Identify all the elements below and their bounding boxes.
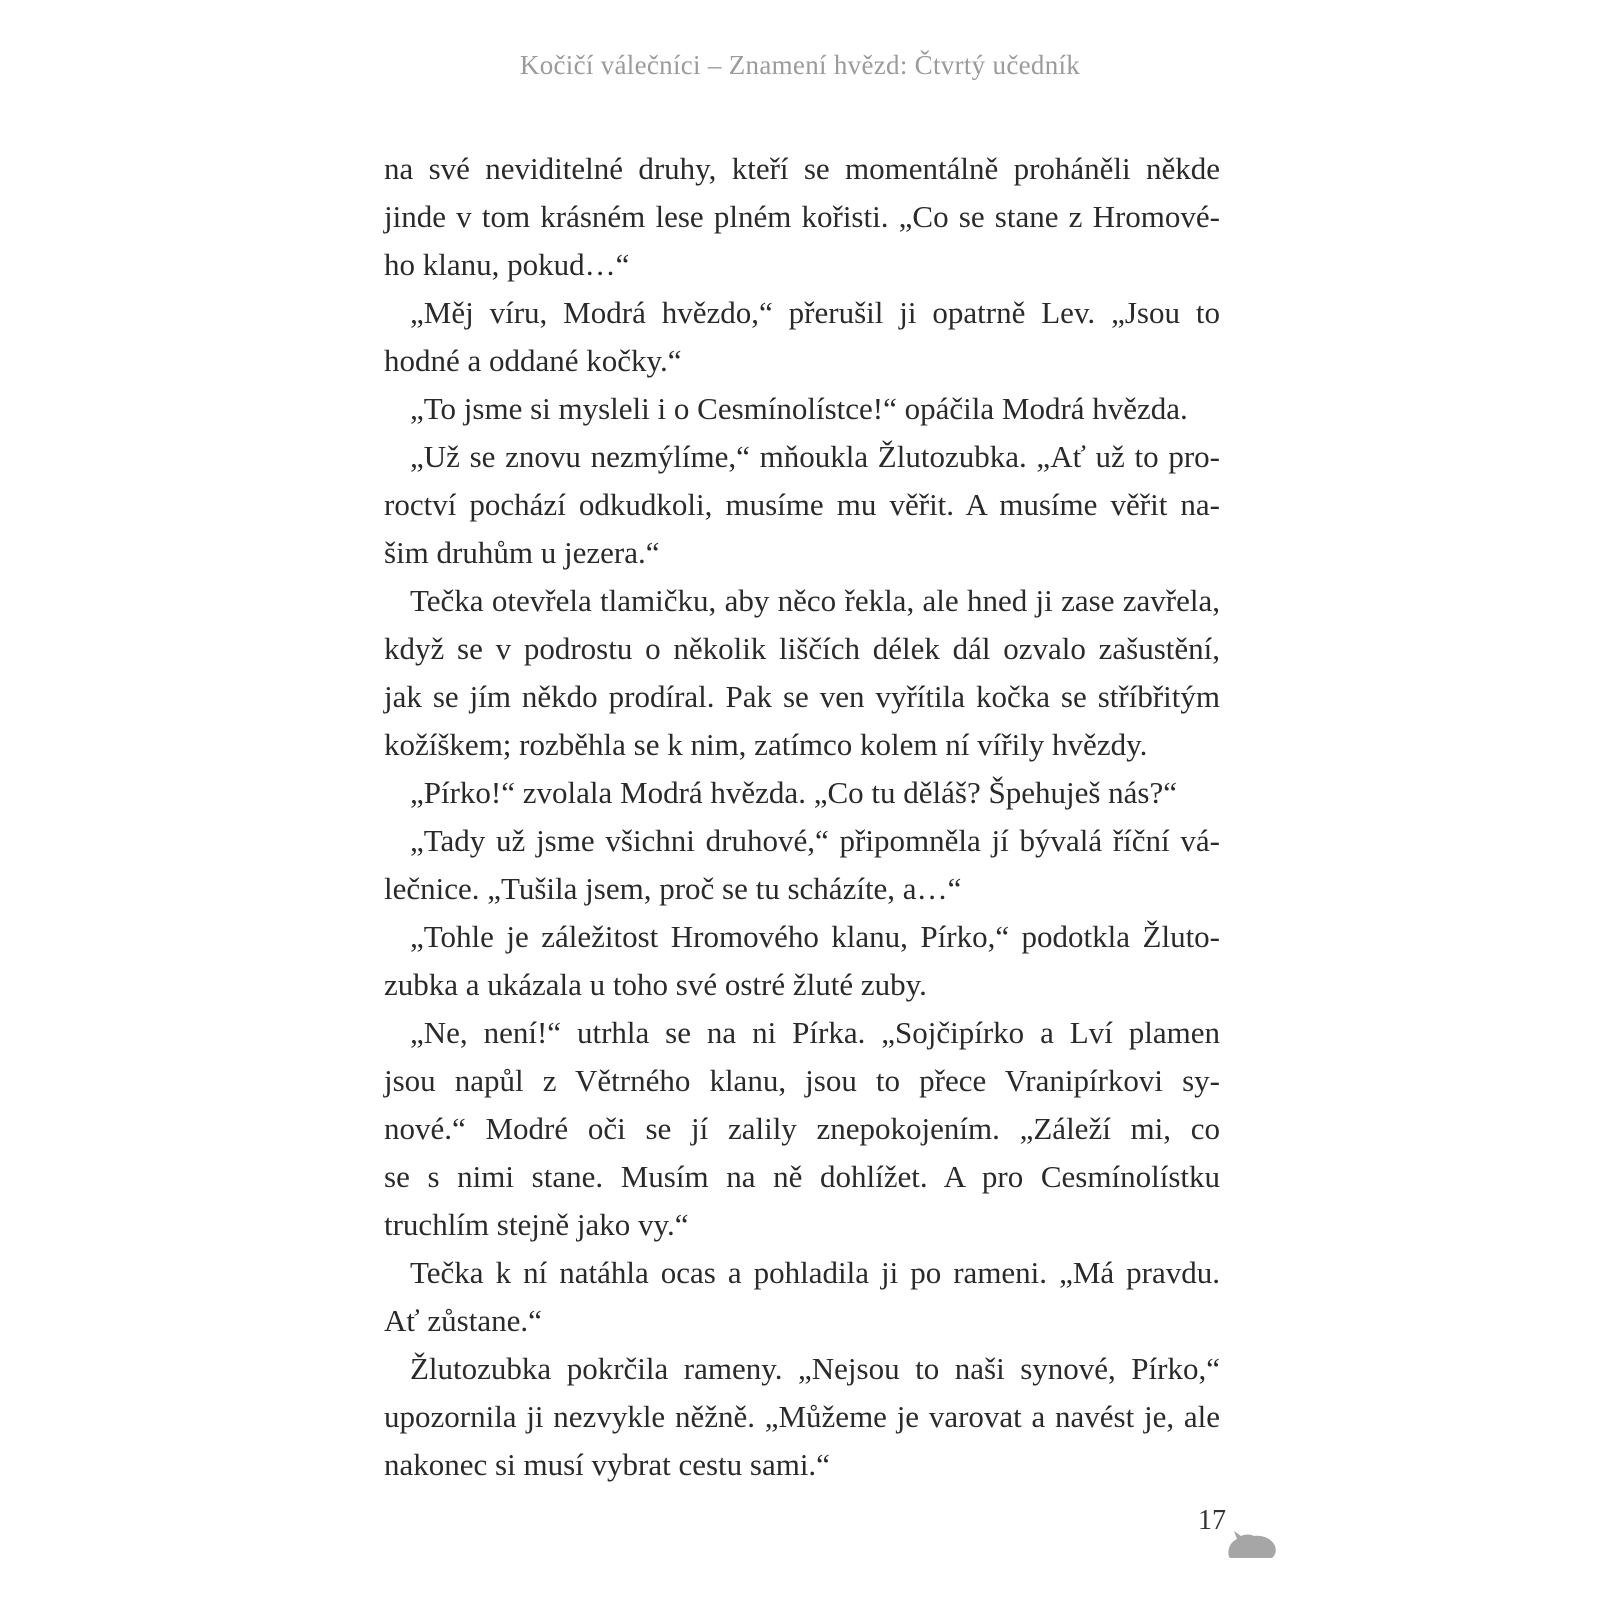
text-line: „Tohle je záležitost Hromového klanu, Pírko,“ podotkla Žluto-	[410, 919, 1220, 954]
text-line: „Měj víru, Modrá hvězdo,“ přerušil ji opatrně Lev. „Jsou to	[410, 295, 1220, 330]
text-line: zubka a ukázala u toho své ostré žluté zuby.	[384, 967, 927, 1002]
text-line: lečnice. „Tušila jsem, proč se tu scházíte, a…“	[384, 871, 962, 906]
text-line: hodné a oddané kočky.“	[384, 343, 682, 378]
text-line: se s nimi stane. Musím na ně dohlížet. A pro Cesmínolístku	[384, 1159, 1220, 1194]
text-line: „Už se znovu nezmýlíme,“ mňoukla Žlutozubka. „Ať už to pro-	[410, 439, 1220, 474]
text-line: truchlím stejně jako vy.“	[384, 1207, 689, 1242]
text-line: jinde v tom krásném lese plném kořisti. „Co se stane z Hromové-	[384, 199, 1220, 234]
text-line: „Ne, není!“ utrhla se na ni Pírka. „Sojčipírko a Lví plamen	[410, 1015, 1220, 1050]
text-line: jsou napůl z Větrného klanu, jsou to přece Vranipírkovi sy-	[384, 1063, 1220, 1098]
body-text	[384, 145, 1220, 1489]
text-line: nové.“ Modré oči se jí zalily znepokojením. „Záleží mi, co	[384, 1111, 1220, 1146]
text-line: „Tady už jsme všichni druhové,“ připomněla jí bývalá říční vá-	[410, 823, 1220, 858]
sleeping-cat-icon	[1226, 1526, 1278, 1560]
text-line: „Pírko!“ zvolala Modrá hvězda. „Co tu děláš? Špehuješ nás?“	[410, 775, 1177, 810]
text-line: jak se jím někdo prodíral. Pak se ven vyřítila kočka se stříbřitým	[384, 679, 1220, 714]
text-line: když se v podrostu o několik liščích délek dál ozvalo zašustění,	[384, 631, 1220, 666]
text-line: Tečka otevřela tlamičku, aby něco řekla, ale hned ji zase zavřela,	[410, 583, 1220, 618]
text-line: nakonec si musí vybrat cestu sami.“	[384, 1447, 830, 1482]
text-line: kožíškem; rozběhla se k nim, zatímco kolem ní vířily hvězdy.	[384, 727, 1148, 762]
text-line: Ať zůstane.“	[384, 1303, 542, 1338]
text-line: roctví pochází odkudkoli, musíme mu věřit. A musíme věřit na-	[384, 487, 1220, 522]
text-line: na své neviditelné druhy, kteří se momentálně proháněli někde	[384, 151, 1220, 186]
text-line: šim druhům u jezera.“	[384, 535, 660, 570]
text-line: upozornila ji nezvykle něžně. „Můžeme je varovat a navést je, ale	[384, 1399, 1220, 1434]
text-line: Tečka k ní natáhla ocas a pohladila ji po rameni. „Má pravdu.	[410, 1255, 1220, 1290]
text-line: „To jsme si mysleli i o Cesmínolístce!“ opáčila Modrá hvězda.	[410, 391, 1188, 426]
text-line: ho klanu, pokud…“	[384, 247, 630, 282]
text-line: Žlutozubka pokrčila rameny. „Nejsou to naši synové, Pírko,“	[410, 1351, 1220, 1386]
page-number: 17	[1198, 1505, 1226, 1536]
running-header: Kočičí válečníci – Znamení hvězd: Čtvrtý učedník	[519, 50, 1081, 80]
